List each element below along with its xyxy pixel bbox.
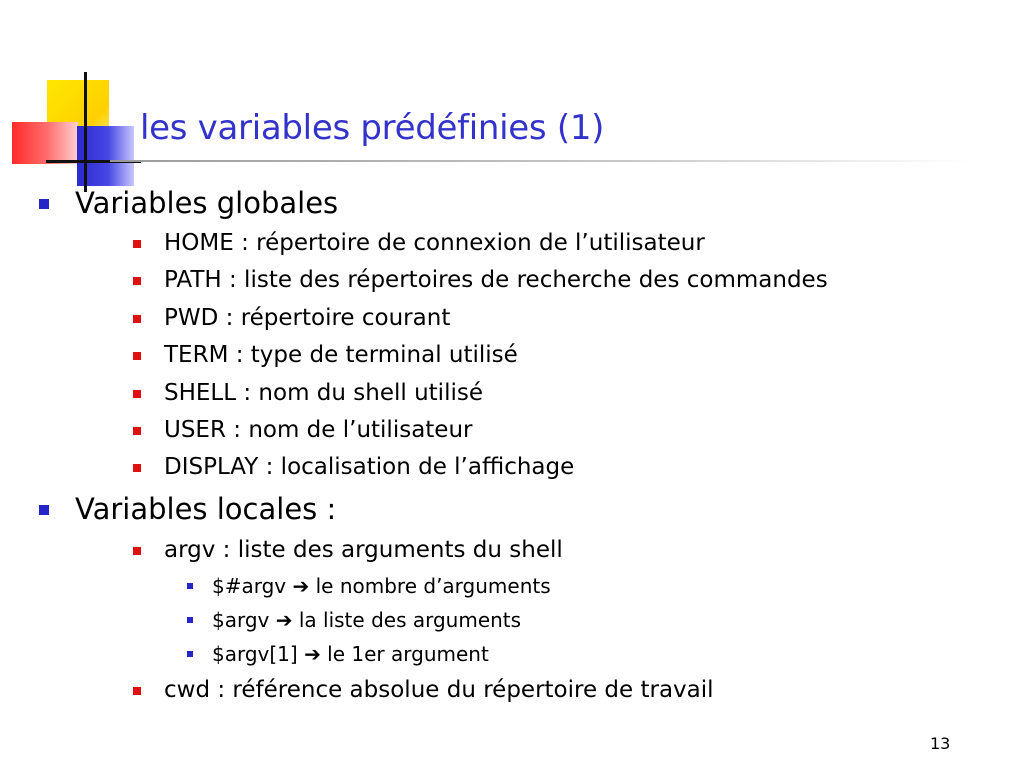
- square-bullet-icon: [187, 651, 193, 657]
- list-item: [164, 267, 828, 293]
- logo-red-square: [12, 122, 78, 164]
- square-bullet-icon: [133, 315, 141, 323]
- sub-list-item-text: $#argv ➔ le nombre d’arguments: [212, 574, 551, 598]
- list-item: [164, 537, 563, 563]
- list-item: [164, 454, 574, 480]
- logo-icon: [0, 0, 140, 200]
- list-item-text: TERM : type de terminal utilisé: [164, 342, 518, 368]
- list-item: [164, 677, 714, 703]
- square-bullet-icon: [39, 199, 49, 209]
- bullet-text: Variables locales :: [75, 492, 337, 526]
- square-bullet-icon: [133, 687, 141, 695]
- square-bullet-icon: [133, 240, 141, 248]
- list-item: [164, 417, 473, 443]
- list-item-text: PWD : répertoire courant: [164, 305, 451, 331]
- sub-list-item: [212, 574, 551, 598]
- bullet-variables-locales: [75, 492, 336, 526]
- list-item-text: cwd : référence absolue du répertoire de travail: [164, 677, 714, 703]
- bullet-text: Variables globales: [75, 186, 339, 220]
- list-item-text: PATH : liste des répertoires de recherche des commandes: [164, 267, 828, 293]
- list-item-text: HOME : répertoire de connexion de l’utilisateur: [164, 230, 705, 256]
- square-bullet-icon: [187, 583, 193, 589]
- square-bullet-icon: [133, 427, 141, 435]
- square-bullet-icon: [39, 505, 49, 515]
- list-item: [164, 230, 705, 256]
- square-bullet-icon: [133, 352, 141, 360]
- square-bullet-icon: [133, 547, 141, 555]
- sub-list-item: [212, 608, 521, 632]
- sub-list-item-text: $argv ➔ la liste des arguments: [212, 608, 522, 632]
- square-bullet-icon: [133, 464, 141, 472]
- page-number: 13: [930, 734, 951, 753]
- logo-vertical-line: [84, 72, 87, 192]
- bullet-variables-globales: [75, 186, 338, 220]
- list-item: [164, 305, 450, 331]
- list-item: [164, 342, 518, 368]
- square-bullet-icon: [187, 617, 193, 623]
- list-item-text: SHELL : nom du shell utilisé: [164, 380, 483, 406]
- title-divider: [110, 160, 970, 162]
- sub-list-item-text: $argv[1] ➔ le 1er argument: [212, 642, 489, 666]
- sub-list-item: [212, 642, 489, 666]
- list-item-text: USER : nom de l’utilisateur: [164, 417, 473, 443]
- list-item-text: DISPLAY : localisation de l’affichage: [164, 454, 575, 480]
- square-bullet-icon: [133, 390, 141, 398]
- list-item-text: argv : liste des arguments du shell: [164, 537, 563, 563]
- square-bullet-icon: [133, 277, 141, 285]
- list-item: [164, 380, 483, 406]
- slide-title: les variables prédéfinies (1): [140, 108, 605, 148]
